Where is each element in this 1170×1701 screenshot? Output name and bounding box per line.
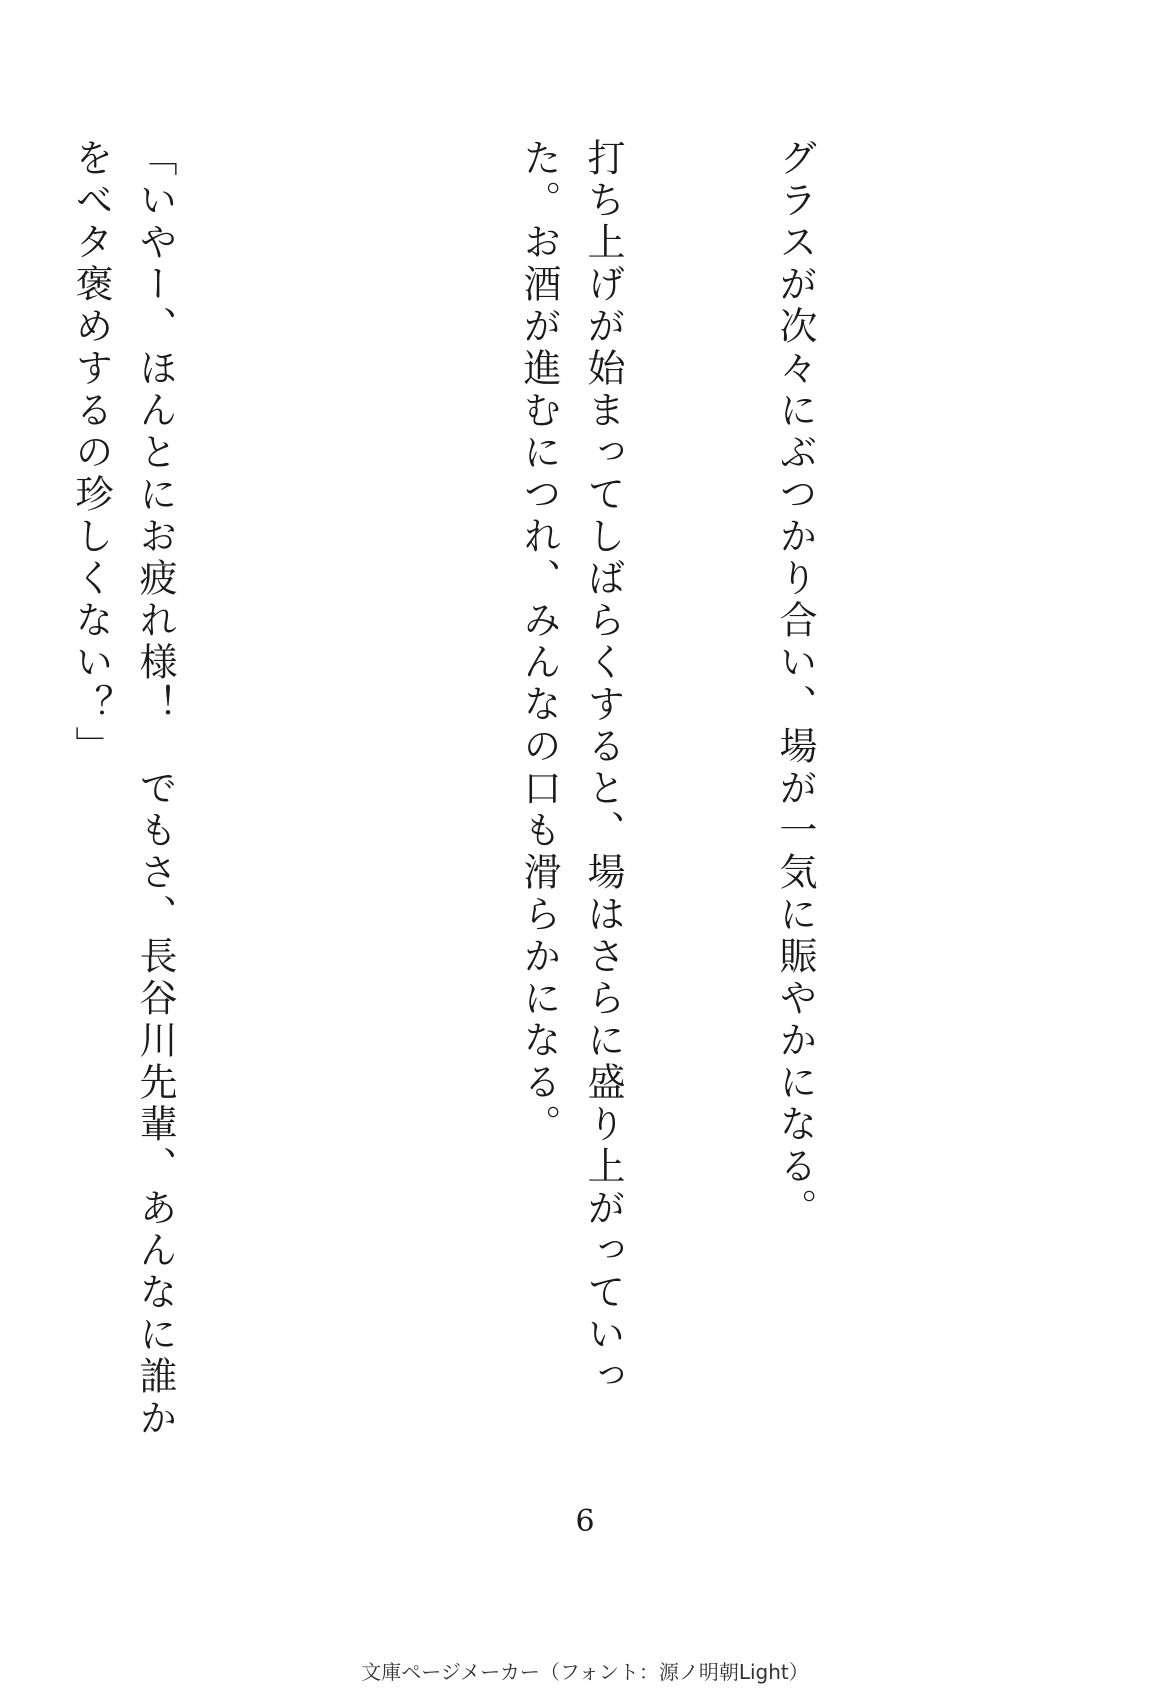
paragraph: 「いやー、ほんとにお疲れ様！ でもさ、長谷川先輩、あんなに誰かをべタ褒めするの珍しくない？」 (69, 138, 177, 1440)
paragraph: 打ち上げが始まってしばらくすると、場はさらに盛り上がっていった。お酒が進むにつれ、みんなの口も滑らかになる。 (517, 138, 625, 1398)
paragraph: グラスが次々にぶつかり合い、場が一気に賑やかになる。 (773, 138, 817, 1230)
page-number: 6 (575, 1504, 595, 1539)
blank-line (315, 138, 379, 1468)
footer-credit: 文庫ページメーカー（フォント：源ノ明朝Light） (361, 1660, 809, 1684)
vertical-text-body (69, 138, 955, 1468)
